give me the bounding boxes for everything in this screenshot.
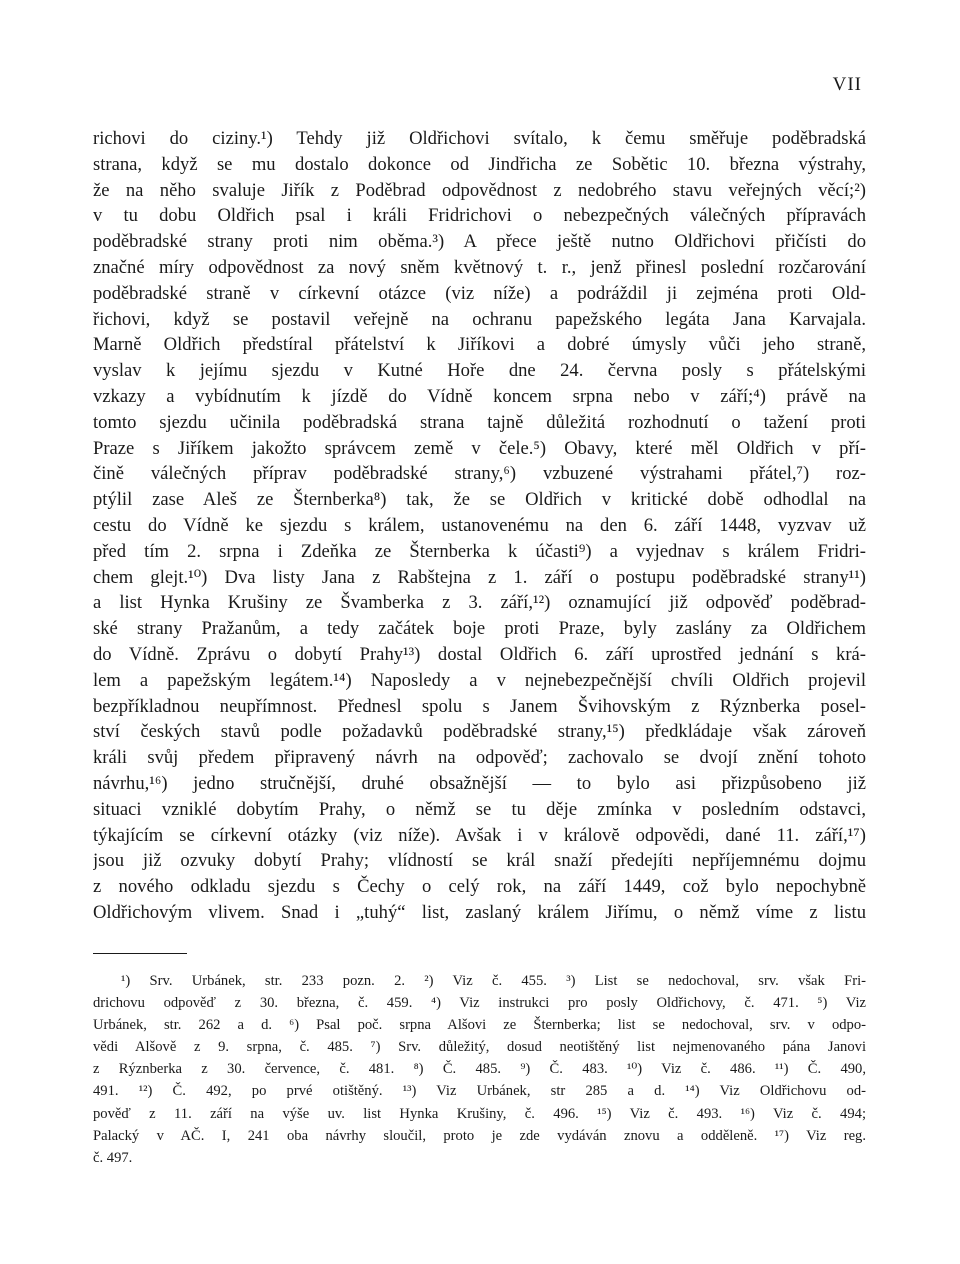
footnote-separator: [93, 953, 187, 954]
text-line: strana, když se mu dostalo dokonce od Jindřicha ze Sobětic 10. března výstrahy,: [93, 153, 866, 175]
text-line: čině válečných příprav poděbradské strany,⁶) vzbuzené výstrahami přátel,⁷) roz-: [93, 463, 866, 485]
text-line: ské strany Pražanům, a tedy začátek boje proti Praze, byly zaslány za Oldřichem: [93, 618, 866, 640]
text-line: a list Hynka Krušiny ze Švamberka z 3. září,¹²) oznamující již odpověď poděbrad-: [93, 592, 866, 614]
page-number: VII: [832, 74, 862, 95]
text-line: Oldřichovým vlivem. Snad i „tuhý“ list, zaslaný králem Jiřímu, o němž víme z listu: [93, 901, 866, 923]
text-line: králi svůj předem připravený návrh na odpověď; zachovalo se dvojí znění tohoto: [93, 747, 866, 769]
text-line: vzkazy a vybídnutím k jízdě do Vídně koncem srpna nebo v září;⁴) právě na: [93, 385, 866, 407]
text-line: návrhu,¹⁶) jedno stručnější, druhé obsažnější — to bylo asi přizpůsobeno již: [93, 772, 866, 794]
text-line: jsou již ozvuky dobytí Prahy; vlídností se král snaží předejíti nepříjemnému dojmu: [93, 850, 866, 872]
text-line: ství českých stavů podle požadavků poděbradské strany,¹⁵) předkládaje však zároveň: [93, 721, 866, 743]
text-line: značné míry odpovědnost za nový sněm květnový t. r., jenž přinesl poslední rozčarování: [93, 256, 866, 278]
text-line: řichovi, když se postavil veřejně na ochranu papežského legáta Jana Karvajala.: [93, 308, 866, 330]
footnote-line: č. 497.: [93, 1149, 133, 1166]
footnote-line: drichovu odpověď z 30. března, č. 459. ⁴) Viz instrukci pro posly Oldřichovy, č. 471. ⁵) Viz: [93, 995, 866, 1012]
footnote-line: ¹) Srv. Urbánek, str. 233 pozn. 2. ²) Viz č. 455. ³) List se nedochoval, srv. však Fri-: [121, 973, 866, 989]
main-text: [93, 126, 866, 926]
text-line: týkajícím se církevní otázky (viz níže). Avšak i v královĕ odpovědi, dané 11. září,¹⁷): [93, 824, 866, 846]
text-line: lem a papežským legátem.¹⁴) Naposledy a v nejnebezpečnější chvíli Oldřich projevil: [93, 669, 866, 691]
text-line: z nového odkladu sjezdu s Čechy o celý rok, na září 1449, což bylo nepochybně: [93, 876, 866, 898]
text-line: Marně Oldřich předstíral přátelství k Jiříkovi a dobré úmysly vůči jeho straně,: [93, 334, 866, 356]
footnote-line: Palacký v AČ. I, 241 oba návrhy sloučil, proto je zde vydáván znovu a odděleně. ¹⁷) Viz reg.: [93, 1127, 866, 1144]
text-line: vyslav k jejímu sjezdu v Kutné Hoře dne 24. června posly s přátelskými: [93, 360, 866, 382]
text-line: ptýlil zase Aleš ze Šternberka⁸) tak, že se Oldřich v kritické době odhodlal na: [93, 489, 866, 511]
text-line: před tím 2. srpna i Zdeňka ze Šternberka k účasti⁹) a vyjednav s králem Fridri-: [93, 540, 866, 562]
text-line: v tu dobu Oldřich psal i králi Fridrichovi o nebezpečných válečných přípravách: [93, 205, 866, 227]
text-line: poděbradské strany proti nim oběma.³) A přece ještě nutno Oldřichovi přičísti do: [93, 231, 866, 253]
footnote-line: pověď z 11. září na výše uv. list Hynka Krušiny, č. 496. ¹⁵) Viz č. 493. ¹⁶) Viz č. 494;: [93, 1105, 866, 1122]
footnote-line: Urbánek, str. 262 a d. ⁶) Psal poč. srpna Alšovi ze Šternberka; list se nedochoval, srv. v odpo-: [93, 1017, 866, 1034]
text-line: do Vídně. Zprávu o dobytí Prahy¹³) dostal Oldřich 6. září uprostřed jednání s krá-: [93, 643, 866, 665]
footnotes: [93, 970, 866, 1169]
text-line: poděbradské straně v církevní otázce (viz níže) a podráždil ji zejména proti Old-: [93, 282, 866, 304]
text-line: že na něho svaluje Jiřík z Poděbrad odpovědnost z nedobrého stavu veřejných věcí;²): [93, 179, 866, 201]
text-line: Praze s Jiříkem jakožto správcem země v čele.⁵) Obavy, které měl Oldřich v pří-: [93, 437, 866, 459]
text-line: tomto sjezdu učinila poděbradská strana tajně důležitá rozhodnutí o tažení proti: [93, 411, 866, 433]
text-line: richovi do ciziny.¹) Tehdy již Oldřichovi svítalo, k čemu směřuje poděbradská: [93, 128, 866, 149]
text-line: cestu do Vídně ke sjezdu s králem, ustanovenému na den 6. září 1448, vyzvav už: [93, 514, 866, 536]
text-line: situaci vzniklé dobytím Prahy, o němž se tu děje zmínka v posledním odstavci,: [93, 798, 866, 820]
text-line: bezpříkladnou neupřímnost. Přednesl spolu s Janem Švihovským z Rýznberka posel-: [93, 695, 866, 717]
text-line: chem glejt.¹⁰) Dva listy Jana z Rabštejna z 1. září o postupu poděbradské strany¹¹): [93, 566, 866, 588]
footnote-line: vědi Alšově z 9. srpna, č. 485. ⁷) Srv. důležitý, dosud neotištěný list nejmenovaného pána Janovi: [93, 1039, 866, 1056]
footnote-line: 491. ¹²) Č. 492, po prvé otištěný. ¹³) Viz Urbánek, str 285 a d. ¹⁴) Viz Oldřichovu od-: [93, 1083, 866, 1100]
footnote-line: z Rýznberka z 30. července, č. 481. ⁸) Č. 485. ⁹) Č. 483. ¹⁰) Viz č. 486. ¹¹) Č. 490,: [93, 1061, 866, 1078]
